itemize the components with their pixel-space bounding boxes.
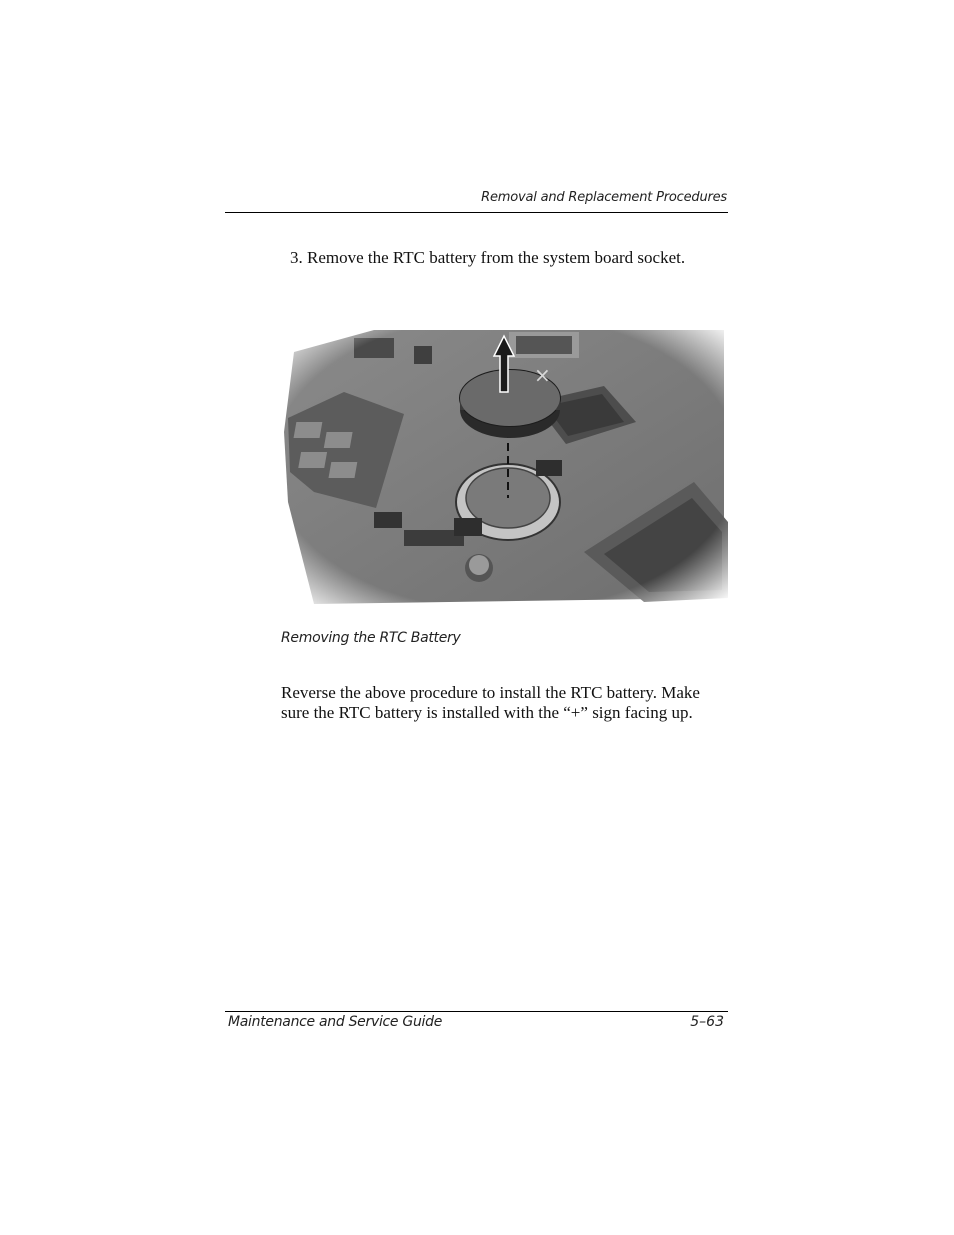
page-number: 5–63 <box>690 1014 724 1030</box>
header-rule <box>225 212 728 213</box>
body-line-1: Reverse the above procedure to install the RTC battery. Make <box>281 683 700 702</box>
figure-caption: Removing the RTC Battery <box>281 630 461 646</box>
body-line-2: sure the RTC battery is installed with the “+” sign facing up. <box>281 703 693 722</box>
rtc-battery-illustration <box>284 322 728 604</box>
footer-guide-title: Maintenance and Service Guide <box>228 1014 443 1030</box>
procedure-step: 3. Remove the RTC battery from the system board socket. <box>290 248 686 267</box>
footer-rule <box>225 1011 728 1012</box>
running-header: Removal and Replacement Procedures <box>481 190 727 205</box>
body-paragraph <box>281 683 721 723</box>
